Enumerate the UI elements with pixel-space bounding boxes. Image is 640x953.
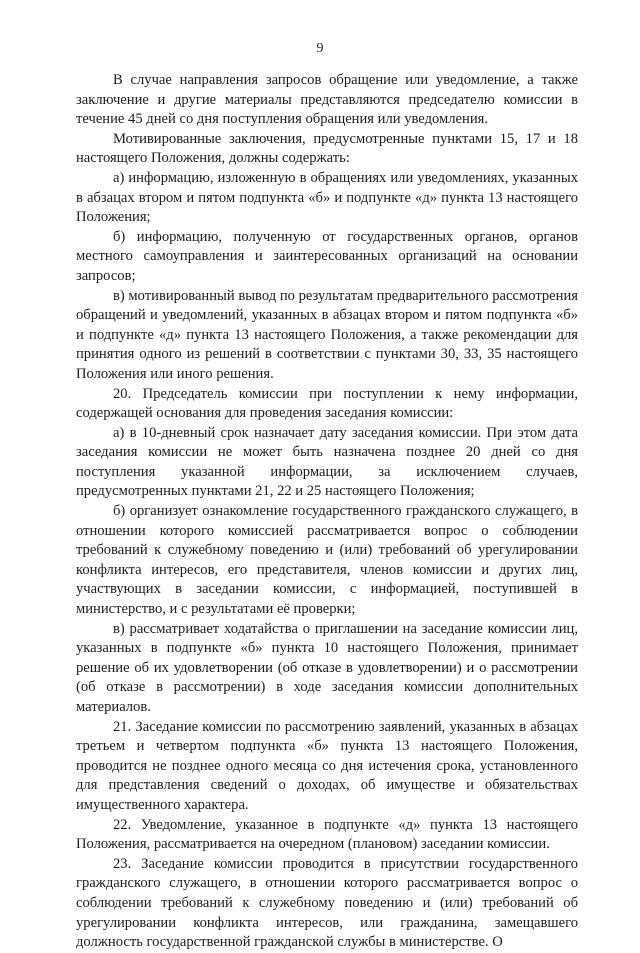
page-number: 9: [316, 41, 324, 56]
paragraph-20-a: а) в 10-дневный срок назначает дату заседания комиссии. При этом дата заседания комиссии не может быть назначена позднее 20 дней со дня поступления указанной информации, за исключением случаев, предусмотренных пунктами 21, 22 и 25 настоящего Положения;: [76, 424, 578, 500]
document-body: [76, 71, 578, 953]
paragraph-request-deadline: В случае направления запросов обращение или уведомление, а также заключение и другие материалы представляются председателю комиссии в течение 45 дней со дня поступления обращения или уведомления.: [76, 72, 578, 128]
paragraph-23: 23. Заседание комиссии проводится в присутствии государственного гражданского служащего, в отношении которого рассматривается вопрос о соблюдении требований к служебному поведению и (или) требований об урегулировании конфликта интересов, или гражданина, замещавшего должность государственной гражданской службы в министерстве. О: [76, 855, 578, 951]
paragraph-20: 20. Председатель комиссии при поступлении к нему информации, содержащей основания для проведения заседания комиссии:: [76, 385, 578, 422]
paragraph-conclusions-intro: Мотивированные заключения, предусмотренные пунктами 15, 17 и 18 настоящего Положения, должны содержать:: [76, 130, 578, 167]
paragraph-20-v: в) рассматривает ходатайства о приглашении на заседание комиссии лиц, указанных в подпункте «б» пункта 10 настоящего Положения, принимает решение об их удовлетворении (об отказе в удовлетворении) и о рассмотрении (об отказе в рассмотрении) в ходе заседания комиссии дополнительных материалов.: [76, 620, 578, 715]
paragraph-item-a: а) информацию, изложенную в обращениях или уведомлениях, указанных в абзацах втором и пятом подпункта «б» и подпункте «д» пункта 13 настоящего Положения;: [76, 169, 578, 226]
paragraph-21: 21. Заседание комиссии по рассмотрению заявлений, указанных в абзацах третьем и четвертом подпункта «б» пункта 13 настоящего Положения, проводится не позднее одного месяца со дня истечения срока, установленного для представления сведений о доходах, об имуществе и обязательствах имущественного характера.: [76, 718, 578, 813]
paragraph-item-b: б) информацию, полученную от государственных органов, органов местного самоуправления и заинтересованных организаций на основании запросов;: [76, 228, 578, 284]
paragraph-22: 22. Уведомление, указанное в подпункте «д» пункта 13 настоящего Положения, рассматривается на очередном (плановом) заседании комиссии.: [76, 816, 578, 853]
paragraph-item-v: в) мотивированный вывод по результатам предварительного рассмотрения обращений и уведомлений, указанных в абзацах втором и пятом подпункта «б» и подпункте «д» пункта 13 настоящего Положения, а также рекомендации для принятия одного из решений в соответствии с пунктами 30, 33, 35 настоящего Положения или иного решения.: [76, 287, 578, 382]
paragraph-20-b: б) организует ознакомление государственного гражданского служащего, в отношении которого комиссией рассматривается вопрос о соблюдении требований к служебному поведению и (или) требований об урегулировании конфликта интересов, его представителя, членов комиссии и других лиц, участвующих в заседании комиссии, с информацией, поступившей в министерство, и с результатами её проверки;: [76, 503, 578, 618]
